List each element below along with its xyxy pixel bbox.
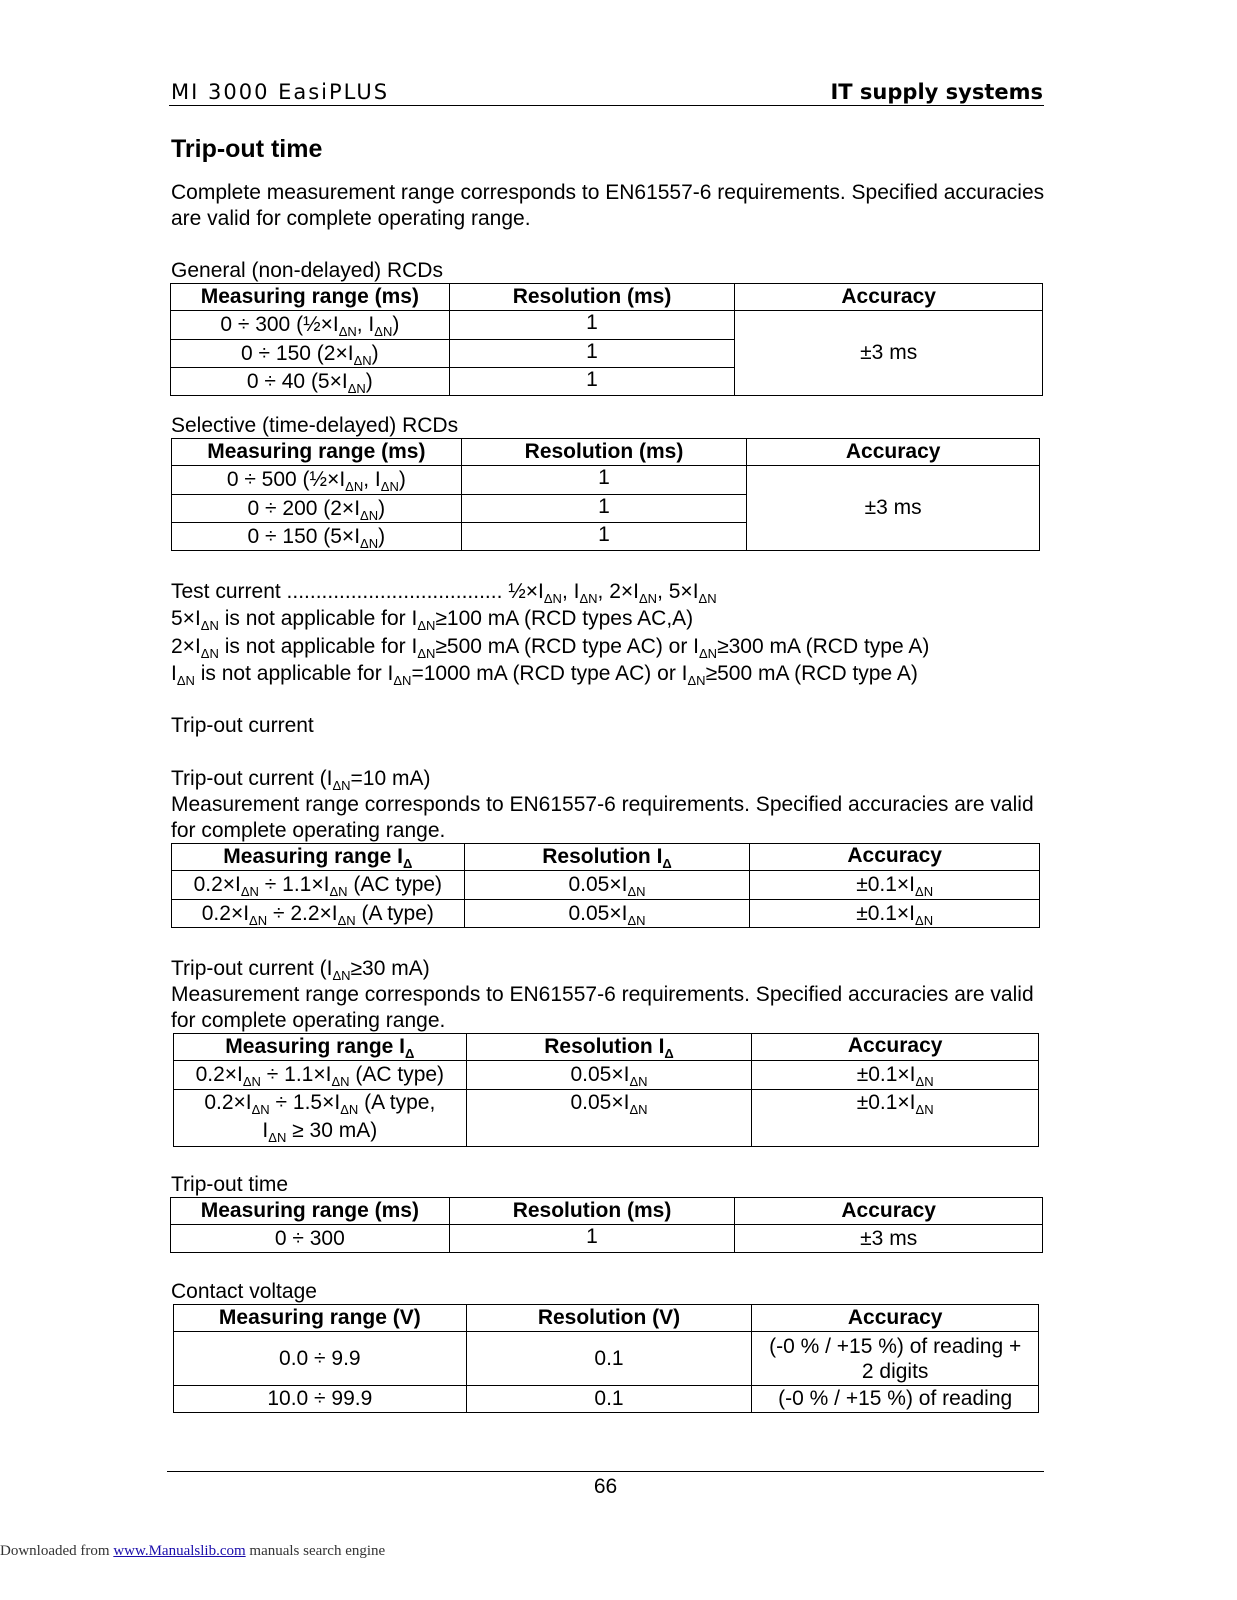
- col-header: Resolution (ms): [461, 439, 747, 466]
- col-header: Accuracy: [735, 284, 1043, 311]
- download-footer: Downloaded from www.Manualslib.com manuals search engine: [0, 1543, 386, 1559]
- resolution-cell: 1: [449, 368, 735, 396]
- accuracy-cell: (-0 % / +15 %) of reading: [752, 1386, 1039, 1413]
- note-line: $2\times I_{\Delta N}$ is not applicable for $I_{\Delta N}\ge 500$ mA (RCD type AC) or $I_{\Delta N}\ge 300$ mA (RCD type A): [171, 635, 930, 661]
- intro-paragraph: Complete measurement range corresponds to EN61557-6 requirements. Specified accuracies are valid for complete operating range.: [171, 181, 1045, 230]
- note-line: $5\times I_{\Delta N}$ is not applicable for $I_{\Delta N}\ge 100$ mA (RCD types AC,A): [171, 607, 694, 633]
- col-header: Measuring range $I_\Delta$: [174, 1034, 467, 1061]
- accuracy-cell: ±3 ms: [735, 311, 1043, 396]
- footer-rule: [167, 1471, 1044, 1472]
- col-header: Resolution $I_\Delta$: [464, 844, 750, 871]
- note-line: $I_{\Delta N}$ is not applicable for $I_{\Delta N}=1000$ mA (RCD type AC) or $I_{\Delta N}\ge 500$ mA (RCD type A): [171, 662, 918, 688]
- general-caption: General (non-delayed) RCDs: [171, 259, 443, 282]
- col-header: Resolution (V): [466, 1305, 752, 1332]
- manualslib-link[interactable]: www.Manualslib.com: [113, 1543, 246, 1559]
- resolution-cell: 0.1: [466, 1386, 752, 1413]
- accuracy-cell: (-0 % / +15 %) of reading + 2 digits: [752, 1332, 1039, 1386]
- accuracy-cell: ±3 ms: [747, 466, 1040, 551]
- range-cell: 0.0 ÷ 9.9: [174, 1332, 467, 1386]
- page-title: Trip-out time: [171, 135, 323, 163]
- col-header: Measuring range (ms): [171, 284, 450, 311]
- resolution-cell: $0.05\times I_{\Delta N}$: [466, 1090, 752, 1147]
- range-cell: $0.2\times I_{\Delta N} \div 1.1\times I_{\Delta N}$ (AC type): [174, 1061, 467, 1090]
- resolution-cell: 1: [449, 1225, 735, 1253]
- range-cell: 0 ÷ 150 $(5\times I_{\Delta N})$: [172, 523, 462, 551]
- range-cell: 0 ÷ 300: [171, 1225, 450, 1253]
- header-section-title: IT supply systems: [830, 80, 1043, 104]
- accuracy-cell: $\pm 0.1\times I_{\Delta N}$: [752, 1061, 1039, 1090]
- accuracy-cell: $\pm 0.1\times I_{\Delta N}$: [750, 871, 1040, 900]
- col-header: Measuring range (ms): [171, 1198, 450, 1225]
- col-header: Measuring range (ms): [172, 439, 462, 466]
- header-rule: [169, 105, 1044, 106]
- resolution-cell: 0.1: [466, 1332, 752, 1386]
- resolution-cell: $0.05\times I_{\Delta N}$: [464, 900, 750, 928]
- trip-current-30ma-title: Trip-out current ($I_{\Delta N}\ge 30$ mA): [171, 957, 430, 983]
- col-header: Accuracy: [747, 439, 1040, 466]
- trip-current-10ma-table: [171, 843, 1040, 928]
- resolution-cell: 1: [461, 495, 747, 523]
- range-cell: $0.2\times I_{\Delta N} \div 1.1\times I_{\Delta N}$ (AC type): [172, 871, 465, 900]
- resolution-cell: 1: [449, 340, 735, 368]
- col-header: Measuring range (V): [174, 1305, 467, 1332]
- trip-current-30ma-desc: Measurement range corresponds to EN61557-6 requirements. Specified accuracies are valid for complete operating range.: [171, 983, 1034, 1032]
- header-manual-title: MI 3000 EasiPLUS: [171, 80, 390, 104]
- range-cell: 10.0 ÷ 99.9: [174, 1386, 467, 1413]
- contact-table: [173, 1304, 1039, 1413]
- page-number: 66: [593, 1475, 618, 1498]
- accuracy-cell: $\pm 0.1\times I_{\Delta N}$: [750, 900, 1040, 928]
- trip-current-30ma-table: [173, 1033, 1039, 1147]
- range-cell: 0 ÷ 300 ($\frac{1}{2}\times I_{\Delta N}$, $I_{\Delta N}$): [171, 311, 450, 340]
- col-header: Accuracy: [752, 1305, 1039, 1332]
- range-cell: 0 ÷ 40 $(5\times I_{\Delta N})$: [171, 368, 450, 396]
- col-header: Resolution (ms): [449, 1198, 735, 1225]
- col-header: Accuracy: [750, 844, 1040, 871]
- resolution-cell: 1: [449, 311, 735, 340]
- trip-current-heading: Trip-out current: [171, 714, 314, 737]
- col-header: Measuring range $I_\Delta$: [172, 844, 465, 871]
- selective-table: [171, 438, 1040, 551]
- col-header: Accuracy: [735, 1198, 1043, 1225]
- selective-caption: Selective (time-delayed) RCDs: [171, 414, 459, 437]
- range-cell: 0 ÷ 200 $(2\times I_{\Delta N})$: [172, 495, 462, 523]
- accuracy-cell: $\pm 0.1\times I_{\Delta N}$: [752, 1090, 1039, 1147]
- test-current-line: Test current ..................................... $\frac{1}{2}\times I_{\Delta N}$, $I_{\Delta N}$, $2\times I_{\Delta N}$, $5\times I_{\Delta N}$: [171, 580, 717, 606]
- accuracy-cell: ±3 ms: [735, 1225, 1043, 1253]
- range-cell: 0 ÷ 150 $(2\times I_{\Delta N})$: [171, 340, 450, 368]
- resolution-cell: $0.05\times I_{\Delta N}$: [466, 1061, 752, 1090]
- resolution-cell: $0.05\times I_{\Delta N}$: [464, 871, 750, 900]
- col-header: Accuracy: [752, 1034, 1039, 1061]
- resolution-cell: 1: [461, 523, 747, 551]
- trip-time-caption: Trip-out time: [171, 1173, 289, 1196]
- range-cell: $0.2\times I_{\Delta N} \div 2.2\times I_{\Delta N}$ (A type): [172, 900, 465, 928]
- range-cell: 0 ÷ 500 ($\frac{1}{2}\times I_{\Delta N}$, $I_{\Delta N}$): [172, 466, 462, 495]
- contact-caption: Contact voltage: [171, 1280, 317, 1303]
- trip-time-table: [170, 1197, 1043, 1253]
- col-header: Resolution (ms): [449, 284, 735, 311]
- trip-current-10ma-desc: Measurement range corresponds to EN61557-6 requirements. Specified accuracies are valid for complete operating range.: [171, 793, 1034, 842]
- general-table: [170, 283, 1043, 396]
- trip-current-10ma-title: Trip-out current ($I_{\Delta N}=10$ mA): [171, 767, 431, 793]
- col-header: Resolution $I_\Delta$: [466, 1034, 752, 1061]
- resolution-cell: 1: [461, 466, 747, 495]
- range-cell: $0.2\times I_{\Delta N} \div 1.5\times I_{\Delta N}$ (A type, $I_{\Delta N} \ge 30$ mA): [174, 1090, 467, 1147]
